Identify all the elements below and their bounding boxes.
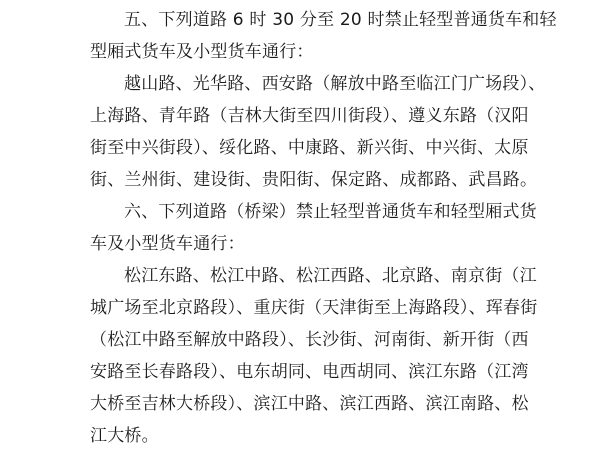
text-line: 城广场至北京路段）、重庆街（天津街至上海路段）、珲春街 [90, 298, 538, 318]
text-line: （松江中路至解放中路段）、长沙街、河南街、新开街（西 [90, 330, 529, 350]
text-line: 街至中兴街段）、绥化路、中康路、新兴街、中兴街、太原 [90, 138, 529, 158]
text-line: 型厢式货车及小型货车通行： [90, 42, 314, 62]
text-line: 车及小型货车通行： [90, 234, 245, 254]
text-line: 六、下列道路（桥梁）禁止轻型普通货车和轻型厢式货 [124, 202, 537, 222]
text-line: 街、兰州街、建设街、贵阳街、保定路、成都路、武昌路。 [90, 170, 538, 190]
text-line: 安路至长春路段）、电东胡同、电西胡同、滨江东路（江湾 [90, 362, 529, 382]
text-line: 松江东路、松江中路、松江西路、北京路、南京街（江 [124, 266, 537, 286]
text-line: 大桥至吉林大桥段）、滨江中路、滨江西路、滨江南路、松 [90, 394, 529, 414]
text-line: 五、下列道路 6 时 30 分至 20 时禁止轻型普通货车和轻 [124, 10, 557, 30]
text-line: 江大桥。 [90, 426, 159, 446]
text-line: 上海路、青年路（吉林大街至四川街段）、遵义东路（汉阳 [90, 106, 529, 126]
text-line: 越山路、光华路、西安路（解放中路至临江门广场段）、 [124, 74, 546, 94]
